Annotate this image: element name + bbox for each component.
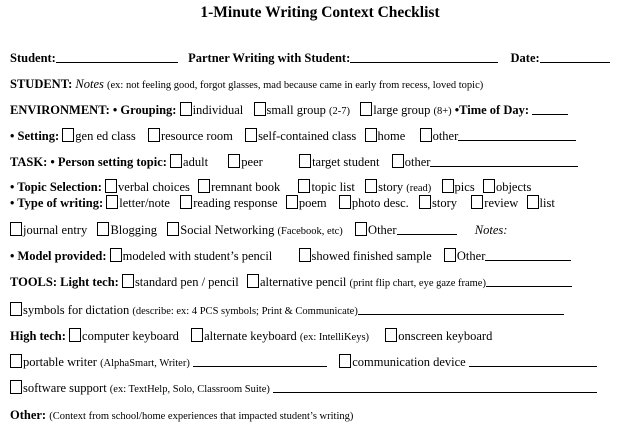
student-field[interactable] xyxy=(56,50,178,63)
topic-selection-label: • Topic Selection: xyxy=(10,180,102,194)
person-setting-label: • Person setting topic: xyxy=(50,155,167,169)
verbal-checkbox[interactable] xyxy=(105,179,117,193)
review-label: review xyxy=(484,196,519,210)
onscreen-keyboard-checkbox[interactable] xyxy=(385,328,397,342)
task-label: TASK: xyxy=(10,155,48,169)
standard-pen-checkbox[interactable] xyxy=(122,274,134,288)
remnant-checkbox[interactable] xyxy=(198,179,210,193)
resource-room-label: resource room xyxy=(160,129,233,143)
setting-other-label: other xyxy=(432,129,459,143)
verbal-label: verbal choices xyxy=(118,180,190,194)
alternative-pencil-field[interactable] xyxy=(486,274,572,287)
small-group-checkbox[interactable] xyxy=(254,102,266,116)
home-label: home xyxy=(377,129,406,143)
writing-notes-label: Notes: xyxy=(474,223,508,237)
alternative-pencil-checkbox[interactable] xyxy=(247,274,259,288)
self-contained-checkbox[interactable] xyxy=(245,128,257,142)
software-support-field[interactable] xyxy=(273,380,597,393)
topic-list-label: topic list xyxy=(311,180,355,194)
communication-device-label: communication device xyxy=(352,355,466,369)
partner-field[interactable] xyxy=(350,50,498,63)
story-checkbox[interactable] xyxy=(419,195,431,209)
resource-room-checkbox[interactable] xyxy=(148,128,160,142)
symbols-note: (describe: ex: 4 PCS symbols; Print & Communicate) xyxy=(132,306,358,317)
large-group-range: (8+) xyxy=(433,106,452,117)
journal-checkbox[interactable] xyxy=(10,222,22,236)
modeled-label: modeled with student’s pencil xyxy=(122,249,273,263)
software-support-note: (ex: TextHelp, Solo, Classroom Suite) xyxy=(109,384,270,395)
alternative-pencil-label: alternative pencil xyxy=(259,275,347,289)
symbols-label: symbols for dictation xyxy=(23,303,130,317)
story-read-note: (read) xyxy=(406,183,432,194)
social-networking-label: Social Networking xyxy=(180,223,275,237)
portable-writer-field[interactable] xyxy=(193,354,327,367)
grouping-label: • Grouping: xyxy=(112,103,177,117)
computer-keyboard-label: computer keyboard xyxy=(82,329,179,343)
review-checkbox[interactable] xyxy=(471,195,483,209)
small-group-label: small group xyxy=(266,103,326,117)
tools-row xyxy=(10,274,572,292)
task-row xyxy=(10,154,578,170)
story-read-label: story xyxy=(378,180,404,194)
large-group-label: large group xyxy=(373,103,431,117)
high-tech-row xyxy=(10,328,492,346)
writing-other-field[interactable] xyxy=(397,222,457,235)
adult-checkbox[interactable] xyxy=(170,154,182,168)
writing-other-label: Other xyxy=(368,223,397,237)
peer-checkbox[interactable] xyxy=(228,154,240,168)
other-note: (Context from school/home experiences that impacted student’s writing) xyxy=(49,411,354,422)
portable-writer-label: portable writer xyxy=(23,355,97,369)
task-other-label: other xyxy=(404,155,431,169)
environment-row xyxy=(10,102,568,120)
environment-label: ENVIRONMENT: xyxy=(10,103,110,117)
communication-device-field[interactable] xyxy=(469,354,597,367)
portable-writer-checkbox[interactable] xyxy=(10,354,22,368)
standard-pen-label: standard pen / pencil xyxy=(134,275,239,289)
high-tech-label: High tech: xyxy=(10,329,66,343)
photo-label: photo desc. xyxy=(351,196,409,210)
list-checkbox[interactable] xyxy=(527,195,539,209)
story-label: story xyxy=(432,196,458,210)
date-field[interactable] xyxy=(540,50,610,63)
type-of-writing-row xyxy=(10,195,555,211)
header-row xyxy=(10,50,610,66)
individual-label: individual xyxy=(192,103,244,117)
software-support-checkbox[interactable] xyxy=(10,380,22,394)
type-of-writing-label: • Type of writing: xyxy=(10,196,104,210)
alternative-pencil-note: (print flip chart, eye gaze frame) xyxy=(349,278,486,289)
notes-label: Notes xyxy=(75,77,104,91)
software-support-label: software support xyxy=(23,381,107,395)
list-label: list xyxy=(539,196,555,210)
self-contained-label: self-contained class xyxy=(258,129,357,143)
pics-checkbox[interactable] xyxy=(442,179,454,193)
pics-label: pics xyxy=(454,180,475,194)
gen-ed-checkbox[interactable] xyxy=(62,128,74,142)
photo-checkbox[interactable] xyxy=(339,195,351,209)
setting-other-checkbox[interactable] xyxy=(420,128,432,142)
alternate-keyboard-note: (ex: IntelliKeys) xyxy=(299,332,370,343)
date-label: Date: xyxy=(510,51,540,65)
time-of-day-field[interactable] xyxy=(532,102,568,115)
symbols-row xyxy=(10,302,564,320)
communication-device-checkbox[interactable] xyxy=(339,354,351,368)
setting-row xyxy=(10,128,576,144)
showed-checkbox[interactable] xyxy=(299,248,311,262)
poem-label: poem xyxy=(298,196,327,210)
model-label: • Model provided: xyxy=(10,249,107,263)
alternate-keyboard-checkbox[interactable] xyxy=(191,328,203,342)
model-row xyxy=(10,248,571,264)
task-other-checkbox[interactable] xyxy=(392,154,404,168)
small-group-range: (2-7) xyxy=(329,106,351,117)
home-checkbox[interactable] xyxy=(365,128,377,142)
model-other-field[interactable] xyxy=(485,248,571,261)
gen-ed-label: gen ed class xyxy=(75,129,136,143)
setting-other-field[interactable] xyxy=(458,128,576,141)
portable-row xyxy=(10,354,597,372)
model-other-label: Other xyxy=(456,249,486,263)
blogging-label: Blogging xyxy=(110,223,158,237)
reading-response-checkbox[interactable] xyxy=(180,195,192,209)
other-row xyxy=(10,407,353,425)
individual-checkbox[interactable] xyxy=(180,102,192,116)
target-student-checkbox[interactable] xyxy=(299,154,311,168)
reading-response-label: reading response xyxy=(193,196,278,210)
peer-label: peer xyxy=(241,155,263,169)
other-label: Other: xyxy=(10,408,47,422)
tools-label: TOOLS: Light tech: xyxy=(10,275,119,289)
software-row xyxy=(10,380,597,398)
social-networking-note: (Facebook, etc) xyxy=(277,226,343,237)
symbols-field[interactable] xyxy=(358,302,564,315)
computer-keyboard-checkbox[interactable] xyxy=(69,328,81,342)
blogging-checkbox[interactable] xyxy=(97,222,109,236)
letter-checkbox[interactable] xyxy=(106,195,118,209)
target-student-label: target student xyxy=(312,155,380,169)
modeled-checkbox[interactable] xyxy=(110,248,122,262)
large-group-checkbox[interactable] xyxy=(360,102,372,116)
onscreen-keyboard-label: onscreen keyboard xyxy=(398,329,493,343)
letter-label: letter/note xyxy=(119,196,170,210)
adult-label: adult xyxy=(183,155,209,169)
social-networking-checkbox[interactable] xyxy=(167,222,179,236)
task-other-field[interactable] xyxy=(430,154,578,167)
story-read-checkbox[interactable] xyxy=(365,179,377,193)
student-section-label: STUDENT: xyxy=(10,77,73,91)
time-of-day-label: •Time of Day: xyxy=(454,103,530,117)
page-title: 1-Minute Writing Context Checklist xyxy=(200,4,440,21)
portable-writer-note: (AlphaSmart, Writer) xyxy=(100,358,190,369)
type-of-writing-row-2 xyxy=(10,222,507,240)
poem-checkbox[interactable] xyxy=(286,195,298,209)
symbols-checkbox[interactable] xyxy=(10,302,22,316)
showed-label: showed finished sample xyxy=(311,249,432,263)
student-notes-row xyxy=(10,76,483,94)
partner-label: Partner Writing with Student: xyxy=(188,51,351,65)
notes-example: (ex: not feeling good, forgot glasses, mad because came in early from recess, loved topic) xyxy=(107,80,484,91)
objects-checkbox[interactable] xyxy=(483,179,495,193)
alternate-keyboard-label: alternate keyboard xyxy=(204,329,297,343)
remnant-label: remnant book xyxy=(211,180,281,194)
objects-label: objects xyxy=(495,180,532,194)
setting-label: • Setting: xyxy=(10,129,60,143)
student-label: Student: xyxy=(10,51,56,65)
journal-label: journal entry xyxy=(23,223,88,237)
topic-list-checkbox[interactable] xyxy=(298,179,310,193)
model-other-checkbox[interactable] xyxy=(444,248,456,262)
writing-other-checkbox[interactable] xyxy=(355,222,367,236)
